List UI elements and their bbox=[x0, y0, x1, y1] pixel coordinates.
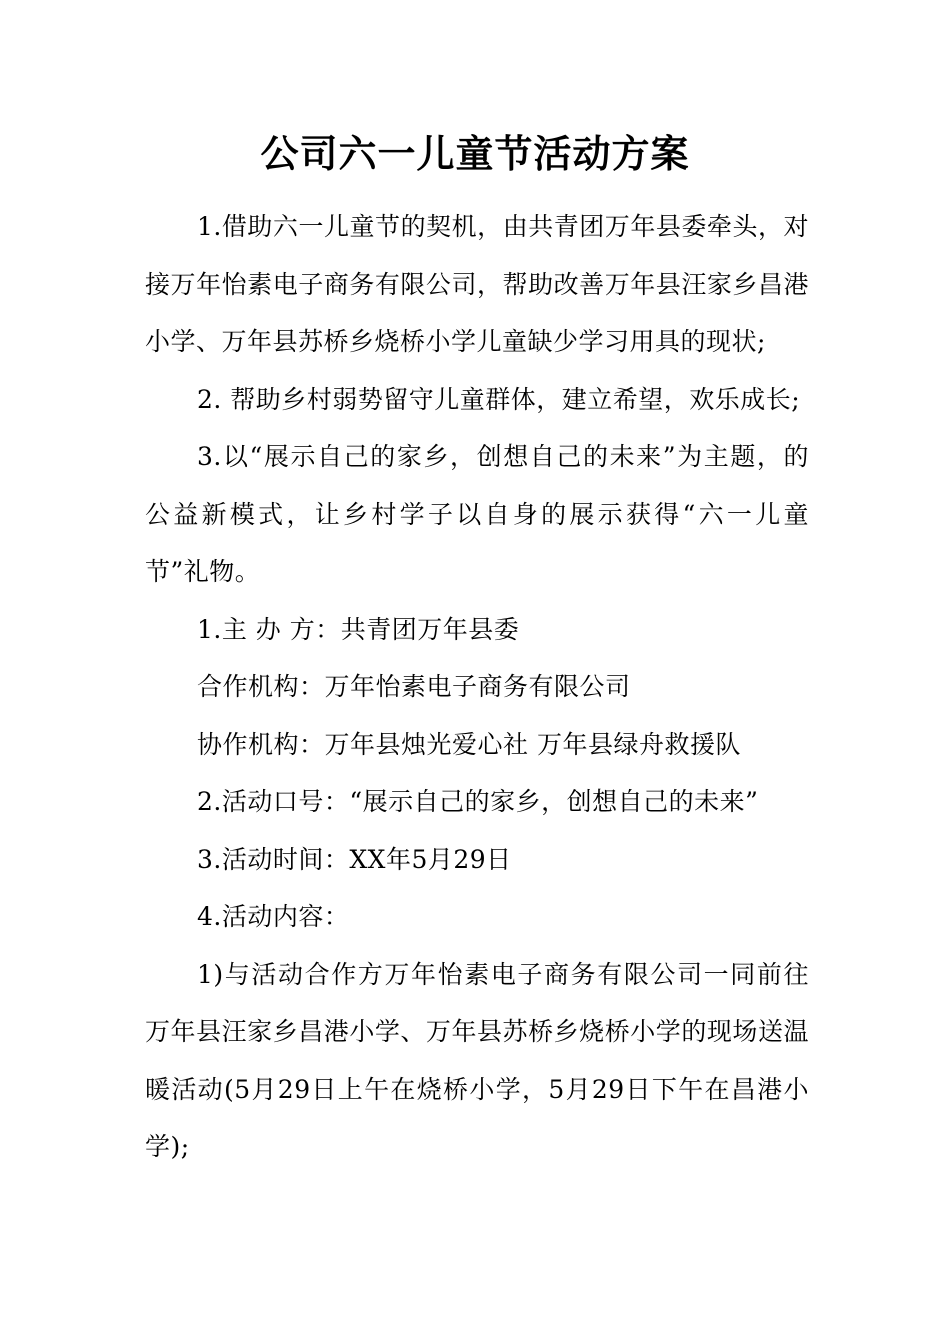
paragraph-collaborators: 协作机构：万年县烛光爱心社 万年县绿舟救援队 bbox=[197, 729, 741, 759]
paragraph-content-heading: 4.活动内容： bbox=[197, 902, 350, 931]
document-title: 公司六一儿童节活动方案 bbox=[260, 132, 690, 176]
paragraph-slogan: 2.活动口号：“展示自己的家乡，创想自己的未来” bbox=[197, 787, 759, 816]
paragraph-content-item-1: 1)与活动合作方万年怡素电子商务有限公司一同前往万年县汪家乡昌港小学、万年县苏桥乡烧桥小学的现场送温暖活动(5月29日上午在烧桥小学，5月29日下午在昌港小学); bbox=[145, 959, 809, 1161]
paragraph-date: 3.活动时间：XX年5月29日 bbox=[197, 844, 512, 874]
document-body bbox=[145, 198, 809, 1176]
paragraph-partner: 合作机构：万年怡素电子商务有限公司 bbox=[197, 672, 631, 701]
paragraph-organizer: 1.主 办 方：共青团万年县委 bbox=[197, 614, 520, 644]
paragraph-purpose-2: 2. 帮助乡村弱势留守儿童群体，建立希望，欢乐成长; bbox=[197, 384, 801, 414]
paragraph-purpose-3: 3.以“展示自己的家乡，创想自己的未来”为主题，的公益新模式，让乡村学子以自身的展示获得“六一儿童节”礼物。 bbox=[145, 442, 809, 586]
paragraph-purpose-1: 1.借助六一儿童节的契机，由共青团万年县委牵头，对接万年怡素电子商务有限公司，帮助改善万年县汪家乡昌港小学、万年县苏桥乡烧桥小学儿童缺少学习用具的现状; bbox=[145, 212, 809, 356]
